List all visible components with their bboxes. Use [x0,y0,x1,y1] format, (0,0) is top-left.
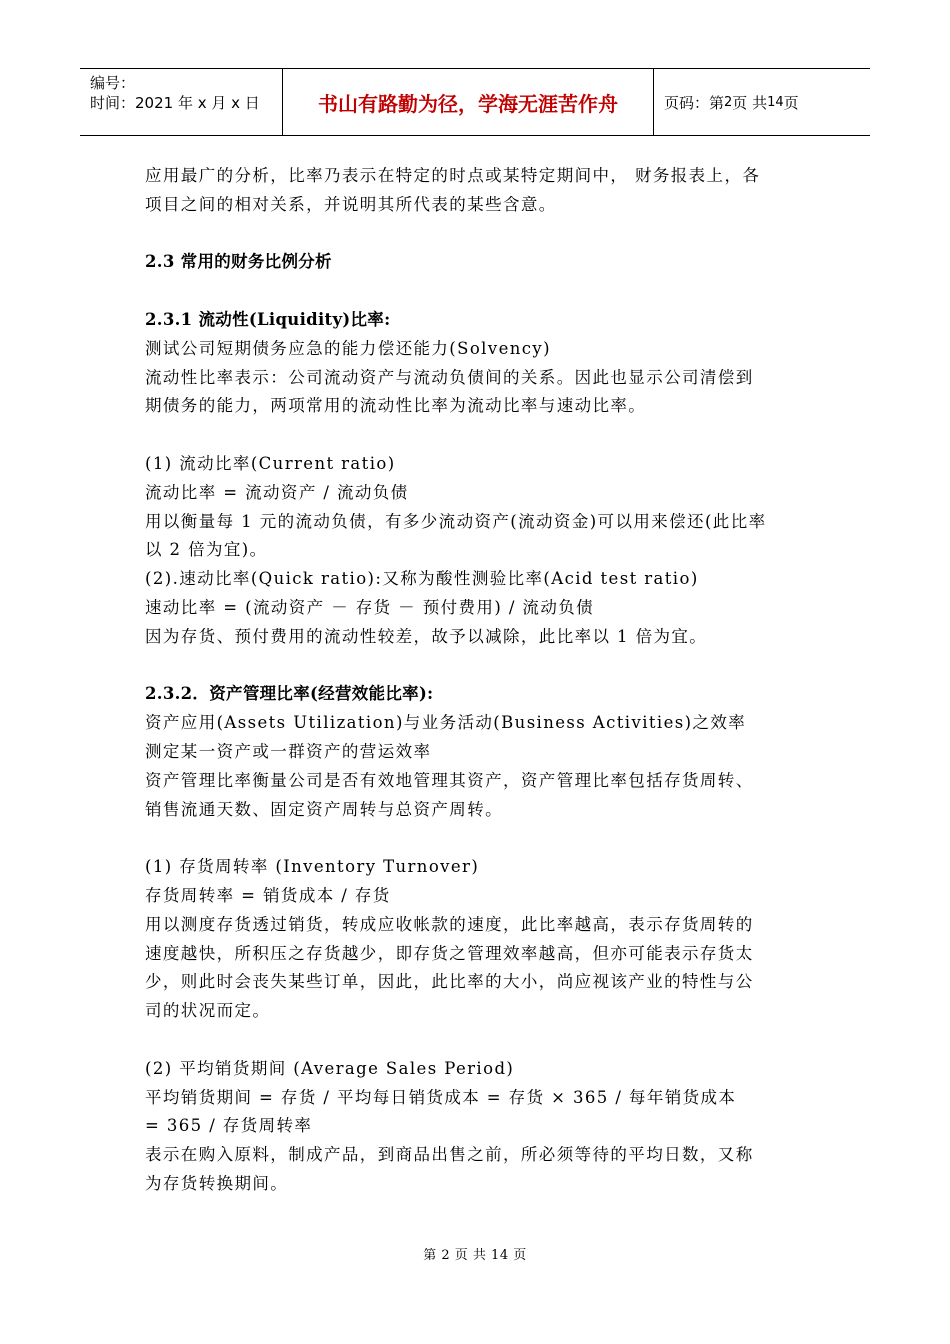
body-line: 项目之间的相对关系，并说明其所代表的某些含意。 [145,194,557,214]
body-line: 为存货转换期间。 [145,1173,289,1193]
header-page-info [654,69,870,135]
page-number: 2 [724,94,733,110]
blank-line [145,421,805,450]
body-line: 用以衡量每 1 元的流动负债，有多少流动资产(流动资金)可以用来偿还(此比率 [145,511,767,531]
body-line: 平均销货期间 = 存货 / 平均每日销货成本 = 存货 × 365 / 每年销货成本 [145,1087,737,1107]
blank-line [145,277,805,306]
document-date-label: 时间：2021 年 x 月 x 日 [90,94,260,112]
body-line: 少，则此时会丧失某些订单，因此，此比率的大小，尚应视该产业的特性与公 [145,972,754,992]
body-line: 司的状况而定。 [145,1001,271,1021]
body-line: 速动比率 = (流动资产 － 存货 － 预付费用) / 流动负债 [145,597,595,617]
blank-line [145,220,805,249]
body-line: (1) 存货周转率 (Inventory Turnover) [145,857,480,877]
blank-line [145,824,805,853]
body-line: (1) 流动比率(Current ratio) [145,453,396,473]
body-line: 应用最广的分析，比率乃表示在特定的时点或某特定期间中， 财务报表上，各 [145,166,761,185]
document-body [145,162,805,1199]
body-line: 存货周转率 = 销货成本 / 存货 [145,885,391,905]
page-label-mid: 页 共 [732,93,768,112]
body-line: 以 2 倍为宜)。 [145,540,268,560]
body-line: 流动比率 = 流动资产 / 流动负债 [145,482,409,502]
document-number-label: 编号： [90,74,136,92]
body-line: 表示在购入原料，制成产品，到商品出售之前，所必须等待的平均日数，又称 [145,1145,754,1165]
section-heading: 2.3 常用的财务比例分析 [145,252,332,272]
body-line: 测试公司短期债务应急的能力偿还能力(Solvency) [145,338,551,358]
section-heading: 2.3.1 流动性(Liquidity)比率: [145,309,391,329]
page-total: 14 [767,94,784,110]
body-line: (2).速动比率(Quick ratio):又称为酸性测验比率(Acid test ratio) [145,569,699,589]
body-line: 资产管理比率衡量公司是否有效地管理其资产，资产管理比率包括存货周转、 [145,770,754,790]
blank-line [145,1026,805,1055]
body-line: 资产应用(Assets Utilization)与业务活动(Business Activities)之效率 [145,713,747,733]
body-line: 销售流通天数、固定资产周转与总资产周转。 [145,799,503,819]
body-line: 测定某一资产或一群资产的营运效率 [145,741,432,761]
page-label-prefix: 页码：第 [664,93,725,112]
body-line: 期债务的能力，两项常用的流动性比率为流动比率与速动比率。 [145,396,647,416]
page-footer: 第 2 页 共 14 页 [423,1248,527,1263]
body-line: 速度越快，所积压之存货越少，即存货之管理效率越高，但亦可能表示存货太 [145,943,754,963]
header-info-cell [80,69,282,135]
blank-line [145,652,805,681]
body-line: 因为存货、预付费用的流动性较差，故予以减除，此比率以 1 倍为宜。 [145,626,708,646]
body-line: 流动性比率表示：公司流动资产与流动负债间的关系。因此也显示公司清偿到 [145,367,754,387]
body-line: = 365 / 存货周转率 [145,1116,313,1136]
page-header [80,68,870,136]
body-line: (2) 平均销货期间 (Average Sales Period) [145,1058,515,1078]
section-heading: 2.3.2．资产管理比率(经营效能比率): [145,684,434,704]
page-label-suffix: 页 [783,93,799,112]
body-line: 用以测度存货透过销货，转成应收帐款的速度，此比率越高，表示存货周转的 [145,914,754,934]
header-motto: 书山有路勤为径，学海无涯苦作舟 [282,69,654,135]
